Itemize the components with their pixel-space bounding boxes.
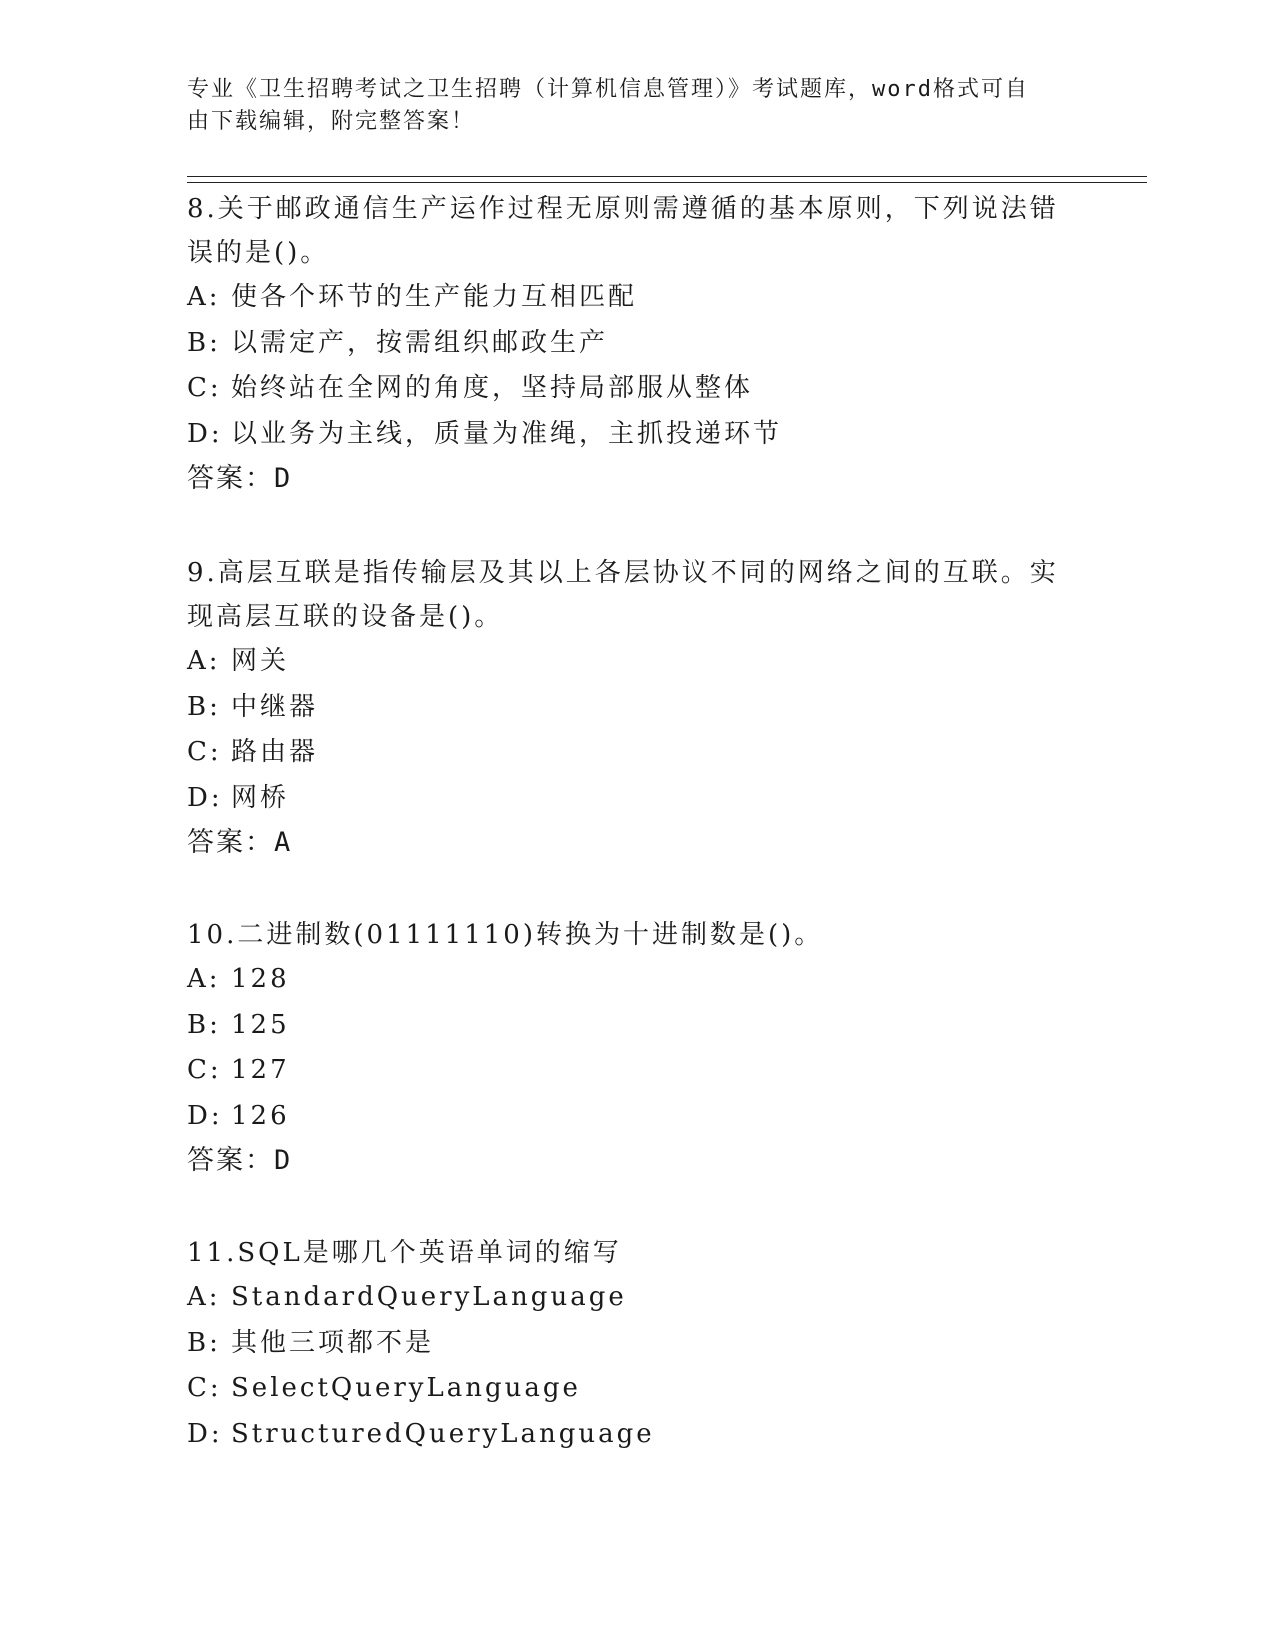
option-text: 始终站在全网的角度，坚持局部服从整体 xyxy=(231,373,754,403)
option-text: StandardQueryLanguage xyxy=(231,1282,627,1312)
question-8 xyxy=(187,187,1067,501)
option-letter: B: xyxy=(187,691,221,722)
option-b xyxy=(187,1003,823,1049)
header-line-2: 由下载编辑，附完整答案！ xyxy=(187,109,476,134)
header-line-1: 专业《卫生招聘考试之卫生招聘（计算机信息管理）》考试题库，word格式可自 xyxy=(187,77,1029,102)
option-text: 125 xyxy=(231,1009,290,1040)
answer-value: D xyxy=(274,1145,293,1176)
option-letter: A: xyxy=(187,1282,221,1312)
option-letter: C: xyxy=(187,737,222,767)
option-letter: A: xyxy=(187,646,221,676)
option-letter: C: xyxy=(187,1055,222,1085)
question-stem: 10.二进制数(01111110)转换为十进制数是()。 xyxy=(187,920,824,950)
option-text: SelectQueryLanguage xyxy=(231,1373,581,1403)
option-letter: C: xyxy=(187,1373,222,1403)
question-stem: 11.SQL是哪几个英语单词的缩写 xyxy=(187,1238,622,1268)
option-text: 路由器 xyxy=(231,737,319,767)
option-letter: D: xyxy=(187,782,223,813)
answer-value: D xyxy=(274,463,293,494)
option-c xyxy=(187,366,1067,412)
option-c xyxy=(187,1366,655,1412)
option-letter: D: xyxy=(187,1100,223,1131)
option-letter: C: xyxy=(187,373,222,403)
option-text: 中继器 xyxy=(231,691,319,722)
option-text: 其他三项都不是 xyxy=(231,1327,435,1358)
option-b xyxy=(187,685,1067,731)
option-d xyxy=(187,1094,823,1140)
option-c xyxy=(187,1048,823,1094)
header-rule-bottom xyxy=(187,182,1147,183)
question-stem: 9.高层互联是指传输层及其以上各层协议不同的网络之间的互联。实现高层互联的设备是()。 xyxy=(187,558,1059,632)
answer-line xyxy=(187,821,1067,865)
option-letter: A: xyxy=(187,964,221,994)
answer-label: 答案： xyxy=(187,1145,274,1176)
option-text: StructuredQueryLanguage xyxy=(231,1418,655,1449)
answer-label: 答案： xyxy=(187,827,274,858)
option-c xyxy=(187,730,1067,776)
option-letter: D: xyxy=(187,1418,223,1449)
option-a xyxy=(187,639,1067,685)
header-rule-top xyxy=(187,176,1147,177)
option-a xyxy=(187,1275,655,1321)
question-stem: 8.关于邮政通信生产运作过程无原则需遵循的基本原则，下列说法错误的是()。 xyxy=(187,194,1059,268)
option-letter: B: xyxy=(187,1327,221,1358)
option-text: 以需定产，按需组织邮政生产 xyxy=(231,327,609,358)
option-letter: A: xyxy=(187,282,221,312)
option-text: 以业务为主线，质量为准绳，主抓投递环节 xyxy=(231,418,783,449)
option-text: 128 xyxy=(231,964,290,994)
option-text: 使各个环节的生产能力互相匹配 xyxy=(231,282,638,312)
document-header xyxy=(187,74,1067,138)
option-letter: B: xyxy=(187,327,221,358)
question-11 xyxy=(187,1231,655,1457)
option-letter: D: xyxy=(187,418,223,449)
option-d xyxy=(187,776,1067,822)
option-text: 127 xyxy=(231,1055,290,1085)
option-text: 网桥 xyxy=(231,782,290,813)
option-a xyxy=(187,275,1067,321)
option-b xyxy=(187,321,1067,367)
option-d xyxy=(187,1412,655,1458)
option-text: 网关 xyxy=(231,646,290,676)
option-d xyxy=(187,412,1067,458)
option-text: 126 xyxy=(231,1100,290,1131)
option-a xyxy=(187,957,823,1003)
option-letter: B: xyxy=(187,1009,221,1040)
answer-label: 答案： xyxy=(187,463,274,494)
question-9 xyxy=(187,551,1067,865)
answer-value: A xyxy=(274,827,293,858)
question-10 xyxy=(187,913,823,1183)
answer-line xyxy=(187,1139,823,1183)
option-b xyxy=(187,1321,655,1367)
answer-line xyxy=(187,457,1067,501)
